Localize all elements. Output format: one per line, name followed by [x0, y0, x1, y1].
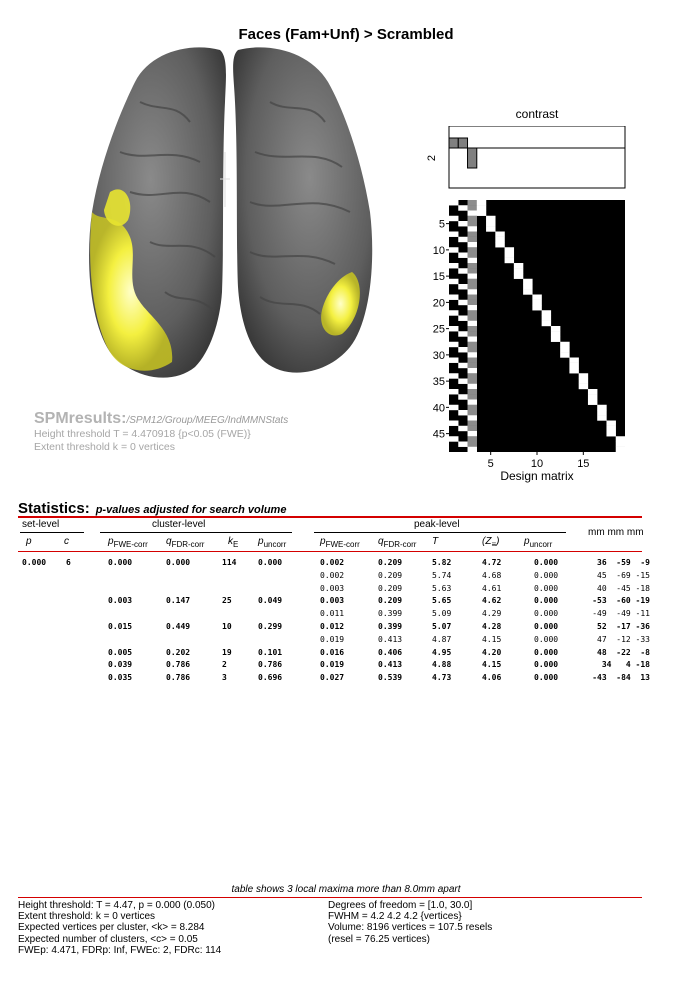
- table-cell: 5.65: [432, 596, 452, 606]
- design-matrix-cell: [458, 205, 467, 210]
- table-cell: 0.019: [320, 634, 345, 644]
- table-cell: 4.15: [482, 660, 502, 670]
- design-matrix-cell: [579, 384, 588, 389]
- design-matrix-cell: [468, 310, 477, 315]
- footer-line: Degrees of freedom = [1.0, 30.0]: [328, 900, 473, 911]
- table-cell: 0.003: [108, 596, 133, 606]
- design-matrix-cell: [486, 216, 495, 221]
- design-matrix-cell: [468, 342, 477, 347]
- design-matrix-cell: [606, 426, 615, 431]
- design-matrix-cell: [449, 279, 458, 284]
- contrast-label: contrast: [515, 107, 559, 121]
- col-peak-z: $(Z_\equiv)$: [482, 536, 500, 549]
- design-matrix-cell: [458, 363, 467, 368]
- design-matrix-cell: [449, 342, 458, 347]
- design-matrix-cell: [486, 221, 495, 226]
- design-matrix-cell: [505, 258, 514, 263]
- footer-line: Extent threshold: k = 0 vertices: [18, 911, 156, 923]
- table-cell: 5.82: [432, 558, 452, 567]
- table-cell: 5.07: [432, 622, 452, 631]
- design-matrix-cell: [468, 415, 477, 420]
- table-cell-mm: 52 -17 -36: [597, 622, 650, 631]
- design-matrix-cell: [495, 232, 504, 237]
- table-cell: 0.003: [320, 596, 345, 606]
- design-matrix-cell: [468, 321, 477, 326]
- design-matrix-cell: [468, 379, 477, 384]
- design-matrix-cell: [468, 258, 477, 263]
- table-cell: 0.413: [378, 660, 403, 670]
- set-level-header: set-level: [22, 519, 60, 530]
- design-matrix-cell: [468, 305, 477, 310]
- col-peak-qfdr: $q_{FDR-corr}$: [378, 536, 417, 549]
- statistics-subtitle: p-values adjusted for search volume: [95, 504, 287, 516]
- table-cell-mm: 36 -59 -9: [597, 558, 650, 567]
- table-cell: 0.147: [166, 596, 191, 606]
- design-matrix-cell: [560, 347, 569, 352]
- design-ytick-label: 20: [432, 297, 445, 310]
- design-xtick-label: 10: [530, 458, 544, 468]
- design-matrix-cell: [468, 347, 477, 352]
- table-cell: 0.016: [320, 647, 345, 657]
- design-matrix-cell: [505, 247, 514, 252]
- design-matrix-cell: [458, 331, 467, 336]
- design-matrix-cell: [458, 284, 467, 289]
- table-cell-mm: 34 4 -18: [601, 660, 650, 670]
- design-matrix-cell: [523, 289, 532, 294]
- table-cell-mm: 40 -45 -18: [597, 583, 650, 593]
- table-cell: 0.000: [166, 558, 191, 567]
- table-cell: 0.000: [534, 558, 559, 567]
- design-matrix-cell: [458, 316, 467, 321]
- design-ytick-label: 15: [432, 271, 445, 284]
- design-matrix-cell: [458, 253, 467, 258]
- col-cluster-pfwe: $p_{FWE-corr}$: [108, 536, 148, 549]
- design-matrix-cell: [514, 263, 523, 268]
- col-cluster-qfdr: $q_{FDR-corr}$: [166, 536, 205, 549]
- design-matrix-cell: [468, 284, 477, 289]
- table-cell: 25: [222, 596, 232, 606]
- table-cell: 10: [222, 622, 232, 631]
- design-matrix-cell: [468, 426, 477, 431]
- table-cell: 0.000: [22, 558, 47, 567]
- footer-line: (resel = 76.25 vertices): [328, 933, 430, 945]
- design-matrix-cell: [468, 421, 477, 426]
- design-matrix-cell: [449, 358, 458, 363]
- design-matrix-cell: [551, 331, 560, 336]
- design-matrix-cell: [477, 211, 486, 216]
- table-cell: 0.299: [258, 622, 283, 631]
- design-matrix-cell: [597, 405, 606, 410]
- table-cell: 0.027: [320, 673, 345, 683]
- design-matrix-cell: [606, 431, 615, 436]
- table-cell: 0.000: [534, 570, 559, 580]
- contrast-bar: [468, 148, 477, 168]
- footer-line: FWHM = 4.2 4.2 4.2 {vertices}: [328, 911, 462, 923]
- design-ytick-label: 5: [438, 218, 445, 231]
- design-matrix-cell: [468, 295, 477, 300]
- design-matrix-xlabel: Design matrix: [500, 469, 574, 483]
- design-matrix-cell: [597, 415, 606, 420]
- table-cell: 4.87: [432, 634, 452, 644]
- footer-line: Expected number of clusters, <c> = 0.05: [18, 933, 198, 945]
- design-matrix-cell: [532, 295, 541, 300]
- design-matrix-cell: [505, 253, 514, 258]
- table-cell: 0.019: [320, 660, 345, 670]
- design-matrix-cell: [458, 300, 467, 305]
- design-xtick-label: 15: [577, 458, 590, 468]
- table-cell: 4.62: [482, 596, 502, 606]
- contrast-bar: [458, 138, 467, 148]
- design-matrix-cell: [468, 316, 477, 321]
- design-matrix-cell: [468, 268, 477, 273]
- table-cell: 0.000: [534, 647, 559, 657]
- design-matrix-cell: [597, 410, 606, 415]
- design-ytick-label: 45: [432, 428, 445, 441]
- table-cell: 0.786: [166, 673, 191, 683]
- design-matrix-cell: [569, 358, 578, 363]
- table-cell: 0.399: [378, 609, 403, 619]
- table-cell: 0.399: [378, 622, 403, 631]
- table-cell: 0.202: [166, 647, 191, 657]
- design-matrix-cell: [532, 300, 541, 305]
- table-cell: 19: [222, 647, 232, 657]
- design-matrix-cell: [458, 410, 467, 415]
- col-peak-puncorr: $p_{uncorr}$: [524, 536, 553, 549]
- table-cell-mm: 48 -22 -8: [597, 647, 650, 657]
- table-cell: 0.003: [320, 583, 345, 593]
- peak-level-header: peak-level: [414, 519, 460, 530]
- design-matrix-cell: [458, 442, 467, 447]
- design-matrix-cell: [468, 211, 477, 216]
- design-matrix-cell: [449, 326, 458, 331]
- spm-results-name: SPMresults:: [34, 410, 127, 427]
- statistics-header-rule: [18, 551, 642, 552]
- table-cell: 0.000: [534, 609, 559, 619]
- contrast-plot[interactable]: [420, 126, 630, 192]
- design-matrix-cell: [449, 232, 458, 237]
- design-matrix-cell: [477, 200, 486, 205]
- table-cell: 0.000: [534, 583, 559, 593]
- design-matrix-cell: [468, 237, 477, 242]
- design-matrix-cell: [560, 352, 569, 357]
- design-matrix-yticks: [433, 219, 449, 441]
- col-set-p: p: [26, 536, 32, 547]
- table-cell-mm: 45 -69 -15: [597, 570, 650, 580]
- col-set-c: c: [64, 536, 69, 547]
- design-matrix-cell: [468, 405, 477, 410]
- design-matrix-cell: [616, 436, 625, 441]
- spm-height-threshold: Height threshold T = 4.470918 {p<0.05 (FWE)}: [34, 428, 251, 440]
- design-matrix-cell: [542, 316, 551, 321]
- design-ytick-label: 25: [432, 323, 445, 336]
- design-matrix-cell: [551, 337, 560, 342]
- table-cell-mm: -49 -49 -11: [592, 609, 650, 619]
- design-matrix-cell: [468, 447, 477, 452]
- spm-results-header: [34, 410, 288, 428]
- cluster-level-rule: [100, 532, 292, 533]
- design-matrix-cell: [449, 263, 458, 268]
- table-cell: 0.539: [378, 673, 403, 683]
- mm-header: mm mm mm: [588, 527, 644, 538]
- design-matrix-xticks: [488, 452, 590, 468]
- table-cell-mm: -53 -60 -19: [592, 596, 650, 606]
- design-matrix-cell: [468, 389, 477, 394]
- design-matrix-cell: [458, 268, 467, 273]
- design-matrix-cell: [458, 394, 467, 399]
- table-cell: 0.209: [378, 570, 403, 580]
- table-cell: 114: [222, 558, 237, 567]
- design-matrix-cell: [449, 405, 458, 410]
- footer-line: FWEp: 4.471, FDRp: Inf, FWEc: 2, FDRc: 114: [18, 944, 222, 956]
- design-matrix-cell: [468, 431, 477, 436]
- table-cell: 0.049: [258, 596, 283, 606]
- design-matrix-cell: [468, 216, 477, 221]
- design-matrix-cell: [468, 200, 477, 205]
- design-matrix-cell: [468, 232, 477, 237]
- table-cell: 0.002: [320, 570, 345, 580]
- table-cell: 2: [222, 660, 227, 670]
- design-matrix-cell: [468, 394, 477, 399]
- design-matrix-cell: [514, 274, 523, 279]
- table-cell: 0.000: [534, 622, 559, 631]
- right-hemisphere: [233, 47, 372, 372]
- design-matrix-cell: [458, 379, 467, 384]
- contrast-ytick: 2: [426, 154, 438, 162]
- design-matrix-cell: [579, 373, 588, 378]
- design-ytick-label: 40: [432, 402, 445, 415]
- design-matrix-cell: [468, 331, 477, 336]
- design-matrix-cell: [468, 436, 477, 441]
- table-cell: 3: [222, 673, 227, 683]
- table-cell: 0.000: [534, 596, 559, 606]
- design-matrix-cell: [579, 379, 588, 384]
- design-matrix-cell: [458, 347, 467, 352]
- table-cell: 0.035: [108, 673, 133, 683]
- table-cell: 0.696: [258, 673, 283, 683]
- table-cell: 0.039: [108, 660, 133, 670]
- table-cell: 4.68: [482, 570, 502, 580]
- design-matrix-cell: [468, 373, 477, 378]
- figure-title: Faces (Fam+Unf) > Scrambled: [238, 26, 454, 43]
- peak-level-rule: [314, 532, 566, 533]
- design-matrix-cell: [616, 447, 625, 452]
- design-xtick-label: 5: [487, 458, 494, 468]
- cluster-level-header: cluster-level: [152, 519, 206, 530]
- design-matrix-cell: [468, 358, 477, 363]
- design-matrix-cell: [468, 289, 477, 294]
- design-matrix-cell: [449, 421, 458, 426]
- design-matrix-cell: [486, 226, 495, 231]
- statistics-top-rule: [18, 516, 642, 518]
- table-cell: 0.209: [378, 558, 403, 567]
- footer-line: Height threshold: T = 4.47, p = 0.000 (0.050): [18, 900, 215, 911]
- design-matrix-cell: [560, 342, 569, 347]
- design-matrix-cell: [468, 410, 477, 415]
- design-matrix-cell: [468, 384, 477, 389]
- design-matrix-cell: [449, 216, 458, 221]
- table-cell-mm: -43 -84 13: [592, 673, 650, 683]
- set-level-rule: [20, 532, 84, 533]
- design-matrix-cell: [468, 442, 477, 447]
- table-cell: 4.95: [432, 647, 452, 657]
- brain-surface-render[interactable]: [80, 42, 380, 392]
- table-cell: 5.74: [432, 570, 452, 580]
- design-matrix-cell: [468, 300, 477, 305]
- design-matrix-cell: [458, 237, 467, 242]
- design-matrix-cell: [514, 268, 523, 273]
- table-cell: 4.15: [482, 634, 502, 644]
- table-cell: 5.63: [432, 583, 452, 593]
- table-cell: 5.09: [432, 609, 452, 619]
- design-matrix-cell: [523, 279, 532, 284]
- footer-line: Expected vertices per cluster, <k> = 8.284: [18, 922, 205, 934]
- col-cluster-puncorr: $p_{uncorr}$: [258, 536, 287, 549]
- design-matrix-cell: [569, 363, 578, 368]
- design-matrix-cell: [468, 226, 477, 231]
- design-matrix-cell: [616, 442, 625, 447]
- table-cell-mm: 47 -12 -33: [597, 634, 650, 644]
- table-cell: 0.012: [320, 622, 345, 631]
- design-matrix-cell: [468, 263, 477, 268]
- col-peak-t: T: [432, 536, 439, 547]
- design-matrix-cell: [449, 436, 458, 441]
- design-matrix-cell: [449, 373, 458, 378]
- table-cell: 0.101: [258, 647, 283, 657]
- design-matrix-cell: [449, 389, 458, 394]
- table-cell: 0.000: [258, 558, 283, 567]
- col-peak-pfwe: $p_{FWE-corr}$: [320, 536, 360, 549]
- design-ytick-label: 10: [432, 244, 445, 257]
- statistics-title: Statistics:: [18, 500, 90, 517]
- design-matrix-cell: [468, 352, 477, 357]
- table-cell: 0.000: [534, 660, 559, 670]
- design-matrix-cell: [468, 326, 477, 331]
- design-matrix-cell: [588, 389, 597, 394]
- design-matrix-cell: [477, 205, 486, 210]
- footer-note: table shows 3 local maxima more than 8.0mm apart: [231, 884, 461, 895]
- table-cell: 0.002: [320, 558, 345, 567]
- table-cell: 0.005: [108, 647, 133, 657]
- design-matrix-cell: [449, 200, 458, 205]
- table-cell: 4.28: [482, 622, 502, 631]
- design-matrix-cell: [449, 295, 458, 300]
- design-matrix-cell: [542, 321, 551, 326]
- design-matrix-cell: [468, 221, 477, 226]
- table-cell: 4.29: [482, 609, 502, 619]
- table-cell: 0.413: [378, 634, 403, 644]
- table-cell: 0.000: [534, 673, 559, 683]
- design-matrix-cell: [449, 247, 458, 252]
- design-matrix-cell: [532, 305, 541, 310]
- design-matrix-cell: [468, 337, 477, 342]
- design-matrix-cell: [458, 426, 467, 431]
- design-matrix-cell: [468, 274, 477, 279]
- design-matrix-cell: [542, 310, 551, 315]
- design-matrix-cell: [468, 363, 477, 368]
- table-cell: 0.786: [258, 660, 283, 670]
- design-ytick-label: 35: [432, 376, 445, 389]
- table-cell: 0.209: [378, 596, 403, 606]
- design-matrix-cell: [468, 247, 477, 252]
- design-matrix-cell: [523, 284, 532, 289]
- col-cluster-k: $k_E$: [228, 536, 239, 549]
- table-cell: 4.73: [432, 673, 452, 683]
- table-cell: 0.011: [320, 609, 345, 619]
- design-matrix-cell: [468, 279, 477, 284]
- table-cell: 4.72: [482, 558, 502, 567]
- design-ytick-label: 30: [432, 349, 445, 362]
- table-cell: 0.015: [108, 622, 133, 631]
- table-cell: 0.449: [166, 622, 191, 631]
- table-cell: 0.786: [166, 660, 191, 670]
- table-cell: 4.88: [432, 660, 452, 670]
- left-hemisphere: [89, 47, 226, 377]
- table-cell: 0.000: [108, 558, 133, 567]
- design-matrix-cell: [468, 253, 477, 258]
- table-cell: 6: [66, 558, 71, 567]
- table-cell: 0.406: [378, 647, 403, 657]
- table-cell: 4.20: [482, 647, 502, 657]
- design-matrix-cell: [468, 242, 477, 247]
- design-matrix-cell: [606, 421, 615, 426]
- table-cell: 0.209: [378, 583, 403, 593]
- design-matrix-cell: [495, 242, 504, 247]
- design-matrix-cell: [588, 400, 597, 405]
- table-cell: 4.06: [482, 673, 502, 683]
- design-matrix-cell: [449, 310, 458, 315]
- design-matrix-cell: [495, 237, 504, 242]
- footer-rule: [18, 897, 642, 898]
- table-cell: 0.000: [534, 634, 559, 644]
- design-matrix-cell: [588, 394, 597, 399]
- design-matrix-cell: [569, 368, 578, 373]
- spm-results-path: /SPM12/Group/MEEG/IndMMNStats: [126, 415, 289, 426]
- design-matrix-cell: [468, 400, 477, 405]
- design-matrix[interactable]: [420, 200, 630, 468]
- table-cell: 4.61: [482, 583, 502, 593]
- contrast-bar: [449, 138, 458, 148]
- footer-line: Volume: 8196 vertices = 107.5 resels: [328, 922, 493, 934]
- design-matrix-cell: [468, 368, 477, 373]
- design-matrix-cell: [551, 326, 560, 331]
- design-matrix-cell: [468, 205, 477, 210]
- spm-extent-threshold: Extent threshold k = 0 vertices: [34, 441, 175, 453]
- design-matrix-cell: [458, 221, 467, 226]
